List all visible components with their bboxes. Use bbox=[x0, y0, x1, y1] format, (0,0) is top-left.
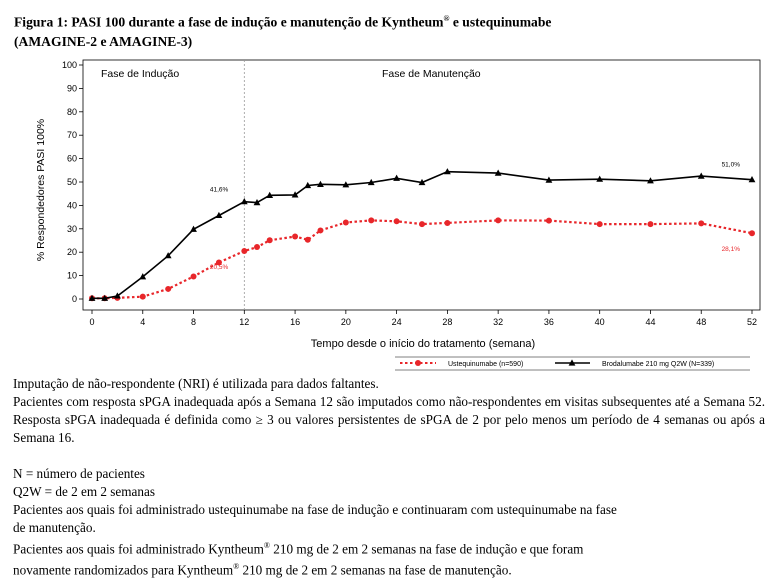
series-point-0 bbox=[165, 286, 171, 292]
x-tick-label: 36 bbox=[543, 317, 554, 327]
series-point-1 bbox=[393, 175, 400, 181]
y-tick-label: 30 bbox=[66, 223, 77, 234]
registered-mark: ® bbox=[233, 562, 240, 572]
y-tick-label: 90 bbox=[66, 83, 77, 94]
data-label: 41,6% bbox=[209, 186, 229, 194]
series-line-1 bbox=[92, 172, 752, 299]
y-tick-label: 40 bbox=[66, 200, 77, 211]
series-point-0 bbox=[191, 274, 197, 280]
x-tick-label: 44 bbox=[645, 317, 656, 327]
x-tick-label: 52 bbox=[746, 317, 758, 327]
x-tick-label: 32 bbox=[493, 317, 504, 327]
note-ustequinumabe-definition bbox=[13, 501, 765, 537]
x-tick-label: 16 bbox=[290, 317, 301, 327]
series-point-0 bbox=[444, 220, 450, 226]
registered-mark: ® bbox=[263, 541, 270, 550]
figure-title-line1: Figura 1: PASI 100 durante a fase de indução e manutenção de Kyntheum bbox=[14, 14, 444, 30]
phase-label-manutencao: Fase de Manutenção bbox=[382, 68, 481, 80]
y-tick-label: 80 bbox=[66, 106, 77, 117]
series-point-0 bbox=[546, 218, 552, 224]
x-tick-label: 8 bbox=[191, 317, 197, 327]
x-tick-label: 40 bbox=[594, 317, 605, 327]
legend-marker-ustequinumabe bbox=[415, 360, 421, 366]
series-point-0 bbox=[698, 220, 704, 226]
note-brodalumabe-line1a: Pacientes aos quais foi administrado Kyntheum bbox=[13, 541, 264, 557]
note-ustequinumabe-line2: de manutenção. bbox=[13, 520, 96, 535]
series-point-0 bbox=[597, 221, 603, 227]
series-point-0 bbox=[254, 244, 260, 250]
series-point-0 bbox=[267, 237, 273, 243]
legend-label-ustequinumabe: Ustequinumabe (n=590) bbox=[448, 361, 524, 368]
note-spga: Pacientes com resposta sPGA inadequada após a Semana 12 são imputados como não-respondentes em visitas subsequentes até a Semana 52. Resposta sPGA inadequada é definida como ≥ 3 ou valores persistentes de sPGA de 2 por pelo menos um período de 4 semanas ou após a Semana 16. bbox=[13, 394, 765, 445]
data-label: 51,0% bbox=[721, 161, 740, 169]
series-point-0 bbox=[305, 237, 311, 243]
figure-title bbox=[14, 9, 774, 51]
series-point-0 bbox=[647, 221, 653, 227]
y-tick-label: 70 bbox=[66, 130, 77, 141]
note-brodalumabe-line1b: 210 mg de 2 em 2 semanas na fase de indução e que foram bbox=[269, 541, 584, 557]
y-tick-label: 60 bbox=[66, 153, 77, 164]
y-tick-label: 50 bbox=[66, 177, 77, 187]
data-label: 20,5% bbox=[209, 264, 229, 272]
y-tick-label: 100 bbox=[61, 60, 77, 70]
series-point-0 bbox=[241, 248, 247, 254]
series-point-0 bbox=[292, 234, 298, 240]
series-point-0 bbox=[394, 218, 400, 224]
note-nri: Imputação de não-respondente (NRI) é utilizada para dados faltantes. bbox=[13, 376, 379, 391]
note-n-definition: N = número de pacientes bbox=[13, 466, 145, 481]
series-point-0 bbox=[749, 230, 755, 236]
note-q2w-definition: Q2W = de 2 em 2 semanas bbox=[13, 484, 155, 499]
series-point-0 bbox=[317, 227, 323, 233]
note-ustequinumabe-line1: Pacientes aos quais foi administrado ustequinumabe na fase de indução e continuaram com ustequinumabe na fase bbox=[13, 502, 617, 517]
figure-title-line2: (AMAGINE-2 e AMAGINE-3) bbox=[14, 33, 193, 49]
note-brodalumabe-line2b: 210 mg de 2 em 2 semanas na fase de manutenção. bbox=[239, 562, 512, 578]
x-tick-label: 4 bbox=[140, 317, 146, 327]
x-tick-label: 24 bbox=[391, 317, 402, 327]
y-tick-label: 10 bbox=[66, 270, 77, 281]
y-tick-label: 20 bbox=[66, 247, 77, 258]
x-axis-label: Tempo desde o início do tratamento (semana) bbox=[310, 338, 536, 350]
series-point-0 bbox=[368, 217, 374, 223]
legend-label-brodalumabe: Brodalumabe 210 mg Q2W (N=339) bbox=[602, 361, 715, 368]
note-brodalumabe-line2a: novamente randomizados para Kyntheum bbox=[13, 562, 234, 578]
phase-label-inducao: Fase de Indução bbox=[101, 68, 180, 80]
chart-legend bbox=[395, 357, 750, 370]
series-point-0 bbox=[495, 217, 501, 223]
x-tick-label: 48 bbox=[696, 317, 707, 327]
data-label: 28,1% bbox=[721, 246, 740, 254]
series-point-0 bbox=[343, 219, 349, 225]
x-tick-label: 28 bbox=[442, 317, 453, 327]
x-tick-label: 20 bbox=[340, 317, 351, 327]
y-axis-label: % Respondedores PASI 100% bbox=[35, 118, 47, 262]
series-point-0 bbox=[419, 221, 425, 227]
chart-axes bbox=[35, 60, 760, 350]
figure-notes bbox=[13, 375, 765, 580]
figure-title-line1-tail: e ustequinumabe bbox=[449, 14, 552, 30]
chart-plot-area bbox=[89, 162, 756, 302]
pasi-100-line-chart bbox=[0, 50, 779, 375]
series-point-0 bbox=[140, 294, 146, 300]
x-tick-label: 0 bbox=[89, 317, 95, 327]
y-tick-label: 0 bbox=[71, 294, 77, 304]
x-tick-label: 12 bbox=[239, 317, 250, 327]
note-brodalumabe-definition bbox=[13, 537, 765, 580]
registered-mark: ® bbox=[443, 14, 450, 23]
